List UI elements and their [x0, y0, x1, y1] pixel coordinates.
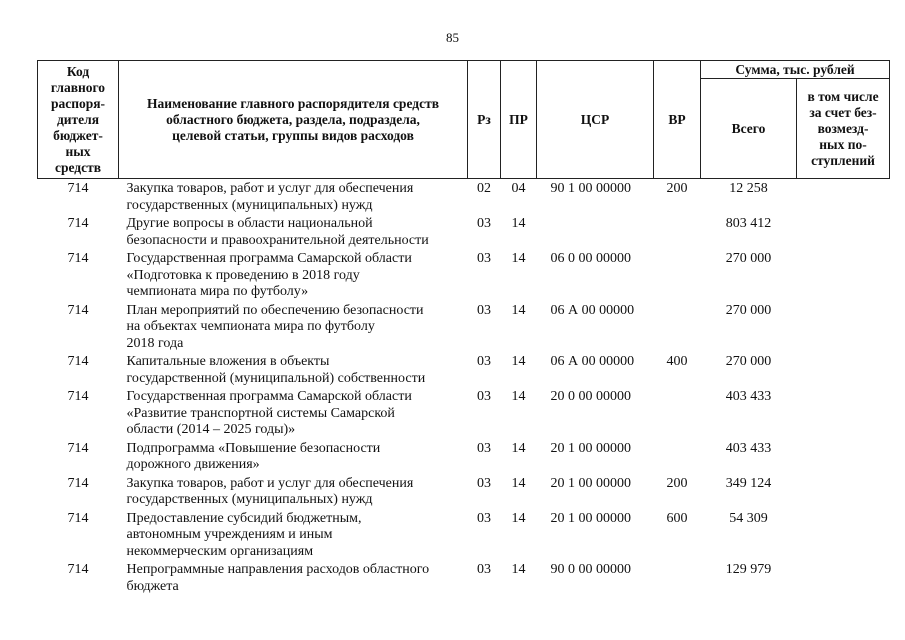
- table-row: [38, 301, 890, 353]
- cell-code: 714: [67, 510, 89, 526]
- cell-total: 403 433: [725, 389, 772, 404]
- table-row: [38, 439, 890, 474]
- cell-code: 714: [67, 389, 89, 404]
- header-code: [38, 61, 119, 179]
- cell-total: 54 309: [729, 510, 768, 526]
- cell-code: 714: [67, 302, 89, 318]
- cell-csr: 20 1 00 00000: [550, 510, 631, 526]
- table-row: [38, 179, 890, 215]
- cell-incl: [797, 301, 890, 353]
- cell-pr: 14: [511, 562, 526, 577]
- header-pr: ПР: [501, 61, 537, 179]
- cell-rz: 03: [477, 302, 491, 318]
- header-name-line: Наименование главного распорядителя средств: [146, 95, 439, 111]
- cell-vr: [654, 214, 701, 249]
- cell-incl: [797, 214, 890, 249]
- cell-csr: 06 А 00 00000: [550, 302, 635, 318]
- table-row: [38, 474, 890, 509]
- header-rz: Рз: [468, 61, 501, 179]
- cell-vr: 200: [666, 181, 688, 196]
- cell-incl: [797, 352, 890, 387]
- cell-incl: [797, 474, 890, 509]
- cell-name: Подпрограмма «Повышение безопасности дорожного движения»: [126, 440, 381, 472]
- header-csr: ЦСР: [537, 61, 654, 179]
- cell-rz: 03: [477, 510, 491, 526]
- cell-code: 714: [67, 216, 89, 231]
- table-header: [38, 61, 890, 179]
- cell-csr: 20 1 00 00000: [550, 475, 631, 491]
- header-code-line: распоря-: [50, 95, 106, 111]
- cell-pr: 04: [511, 181, 526, 196]
- cell-name: Капитальные вложения в объекты государственной (муниципальной) собственности: [126, 354, 426, 386]
- cell-vr: [654, 249, 701, 301]
- cell-incl: [797, 560, 890, 595]
- cell-name: План мероприятий по обеспечению безопасности на объектах чемпионата мира по футболу 2018 года: [126, 302, 424, 351]
- cell-pr: 14: [511, 510, 526, 526]
- cell-total: 270 000: [725, 354, 772, 369]
- cell-csr: 90 0 00 00000: [550, 562, 631, 577]
- cell-vr: [654, 301, 701, 353]
- cell-vr: 200: [666, 475, 688, 491]
- table-row: [38, 249, 890, 301]
- header-total: Всего: [701, 79, 797, 179]
- table-row: [38, 352, 890, 387]
- cell-csr: 06 А 00 00000: [550, 354, 635, 369]
- cell-name: Непрограммные направления расходов областного бюджета: [126, 562, 430, 594]
- cell-rz: 03: [477, 216, 491, 231]
- cell-rz: 03: [477, 440, 491, 456]
- cell-vr: [654, 560, 701, 595]
- cell-incl: [797, 249, 890, 301]
- cell-name: Государственная программа Самарской области «Подготовка к проведению в 2018 году чемпионата мира по футболу»: [126, 251, 412, 299]
- cell-pr: 14: [511, 475, 526, 491]
- table-row: [38, 214, 890, 249]
- cell-incl: [797, 179, 890, 215]
- header-incl-line: ных по-: [819, 136, 867, 152]
- cell-incl: [797, 509, 890, 561]
- header-code-line: ных: [65, 143, 91, 159]
- cell-code: 714: [67, 181, 89, 196]
- table-row: [38, 509, 890, 561]
- cell-csr: 20 1 00 00000: [550, 440, 631, 456]
- budget-table: [37, 60, 890, 595]
- cell-csr: [537, 214, 654, 249]
- header-name-line: целевой статьи, группы видов расходов: [172, 127, 414, 143]
- header-code-line: Код: [66, 63, 90, 79]
- cell-name: Другие вопросы в области национальной безопасности и правоохранительной деятельности: [126, 216, 429, 248]
- cell-rz: 03: [477, 562, 491, 577]
- cell-code: 714: [67, 440, 89, 456]
- cell-pr: 14: [511, 251, 526, 266]
- header-incl-line: возмезд-: [817, 120, 869, 136]
- header-incl-line: за счет без-: [809, 104, 877, 120]
- cell-vr: 600: [666, 510, 688, 526]
- cell-incl: [797, 387, 890, 439]
- cell-pr: 14: [511, 389, 526, 404]
- cell-name: Закупка товаров, работ и услуг для обеспечения государственных (муниципальных) нужд: [126, 181, 414, 213]
- cell-total: 403 433: [725, 440, 772, 456]
- cell-rz: 02: [477, 181, 491, 196]
- header-vr: ВР: [654, 61, 701, 179]
- cell-code: 714: [67, 251, 89, 266]
- header-sum: Сумма, тыс. рублей: [701, 61, 890, 79]
- cell-total: 349 124: [725, 475, 772, 491]
- cell-total: 270 000: [725, 302, 772, 318]
- cell-total: 129 979: [725, 562, 772, 577]
- cell-name: Предоставление субсидий бюджетным, автономным учреждениям и иным некоммерческим организациям: [126, 510, 362, 559]
- header-code-line: бюджет-: [53, 127, 103, 143]
- table-row: [38, 560, 890, 595]
- cell-code: 714: [67, 475, 89, 491]
- cell-name: Закупка товаров, работ и услуг для обеспечения государственных (муниципальных) нужд: [126, 475, 414, 507]
- table-row: [38, 387, 890, 439]
- cell-total: 270 000: [725, 251, 772, 266]
- cell-total: 803 412: [725, 216, 772, 231]
- cell-pr: 14: [511, 302, 526, 318]
- header-code-line: средств: [54, 159, 102, 175]
- table-body: [38, 179, 890, 596]
- cell-csr: 90 1 00 00000: [550, 181, 631, 196]
- cell-code: 714: [67, 354, 89, 369]
- cell-csr: 20 0 00 00000: [550, 389, 631, 404]
- page-number: 85: [446, 30, 459, 45]
- header-name: [119, 61, 468, 179]
- cell-incl: [797, 439, 890, 474]
- cell-total: 12 258: [729, 181, 768, 196]
- cell-rz: 03: [477, 251, 491, 266]
- header-incl-line: в том числе: [807, 88, 879, 104]
- cell-pr: 14: [511, 216, 526, 231]
- cell-vr: [654, 439, 701, 474]
- cell-rz: 03: [477, 389, 491, 404]
- header-code-line: главного: [50, 79, 106, 95]
- cell-pr: 14: [511, 440, 526, 456]
- cell-rz: 03: [477, 475, 491, 491]
- cell-rz: 03: [477, 354, 491, 369]
- cell-pr: 14: [511, 354, 526, 369]
- cell-vr: 400: [666, 354, 688, 369]
- cell-code: 714: [67, 562, 89, 577]
- header-code-line: дителя: [56, 111, 100, 127]
- cell-csr: 06 0 00 00000: [550, 251, 631, 266]
- header-incl-line: ступлений: [811, 152, 875, 168]
- header-name-line: областного бюджета, раздела, подраздела,: [166, 111, 420, 127]
- cell-name: Государственная программа Самарской области «Развитие транспортной системы Самарской области (2014 – 2025 годы)»: [126, 389, 412, 437]
- header-incl: [797, 79, 890, 179]
- cell-vr: [654, 387, 701, 439]
